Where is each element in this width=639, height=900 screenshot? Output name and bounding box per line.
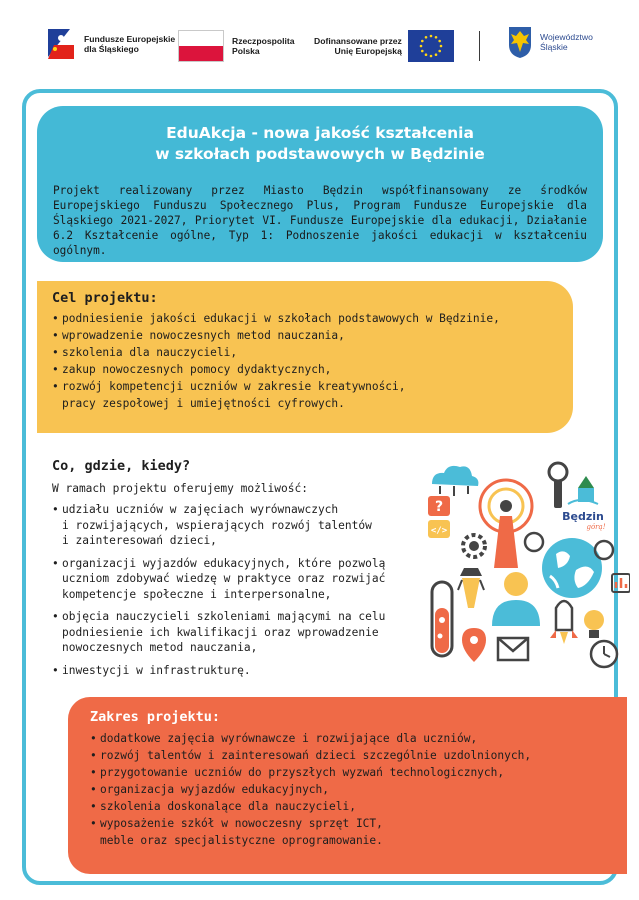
code-icon xyxy=(428,520,450,538)
what-intro: W ramach projektu oferujemy możliwość: xyxy=(52,482,308,495)
goals-title: Cel projektu: xyxy=(52,290,158,306)
list-item: • szkolenia doskonalące dla nauczycieli, xyxy=(90,798,610,815)
ws-logo-line2: Śląskie xyxy=(540,42,568,52)
light-bulb-icon xyxy=(584,610,604,638)
eu-flag-icon xyxy=(408,30,454,62)
svg-text:?: ? xyxy=(434,499,444,515)
wrench-icon xyxy=(549,463,567,508)
ws-logo-line1: Województwo xyxy=(540,32,593,42)
list-item: • rozwój talentów i zainteresowań dzieci szczególnie uzdolnionych, xyxy=(90,747,610,764)
scope-title: Zakres projektu: xyxy=(90,709,221,725)
orbit-icon xyxy=(595,541,613,559)
list-item: • organizacja wyjazdów edukacyjnych, xyxy=(90,781,610,798)
gear-icon xyxy=(463,535,485,557)
person-icon xyxy=(492,572,540,626)
envelope-icon xyxy=(498,638,528,660)
list-item: • dodatkowe zajęcia wyrównawcze i rozwijające dla uczniów, xyxy=(90,730,610,747)
globe-icon xyxy=(542,538,602,598)
clock-icon xyxy=(591,641,617,667)
fe-logo-line1: Fundusze Europejskie xyxy=(84,34,176,44)
rp-logo-line1: Rzeczpospolita xyxy=(232,36,295,46)
scope-panel xyxy=(68,697,627,874)
list-item: • zakup nowoczesnych pomocy dydaktycznych, xyxy=(52,361,562,378)
lamp-icon xyxy=(458,568,484,608)
logo-bar xyxy=(0,0,639,78)
silesian-eagle-icon xyxy=(507,25,533,59)
list-item: • wyposażenie szkół w nowoczesny sprzęt ICT, meble oraz specjalistyczne oprogramowanie. xyxy=(90,815,610,849)
rocket-icon xyxy=(550,601,578,644)
svg-text:</>: </> xyxy=(430,526,448,536)
polish-flag-icon xyxy=(178,30,224,62)
education-illustration xyxy=(418,458,630,672)
list-item: • objęcia nauczycieli szkoleniami mającymi na celu podniesienie ich kwalifikacji oraz wprowadzenie nowoczesnych metod nauczania, xyxy=(52,609,422,656)
scope-list xyxy=(90,730,610,849)
rzeczpospolita-logo xyxy=(178,30,295,62)
fe-emblem-icon xyxy=(44,27,78,61)
question-mark-icon xyxy=(428,496,450,516)
list-item: • przygotowanie uczniów do przyszłych wyzwań technologicznych, xyxy=(90,764,610,781)
title-line2: w szkołach podstawowych w Będzinie xyxy=(155,145,485,163)
map-pin-icon xyxy=(462,628,486,662)
test-tube-icon xyxy=(432,582,452,656)
bedzin-logo xyxy=(562,476,606,531)
wojewodztwo-slaskie-logo xyxy=(507,25,593,59)
goals-list xyxy=(52,310,562,412)
list-item: • organizacji wyjazdów edukacyjnych, które pozwolą uczniom zdobywać wiedzę w praktyce oraz rozwijać kompetencje społeczne i interpersonalne, xyxy=(52,556,422,603)
fundusze-europejskie-logo xyxy=(44,27,175,61)
what-list xyxy=(52,502,422,685)
list-item: • inwestycji w infrastrukturę. xyxy=(52,663,422,679)
what-title: Co, gdzie, kiedy? xyxy=(52,458,191,474)
project-description: Projekt realizowany przez Miasto Będzin współfinansowany ze środków Europejskiego Funduszu Społecznego Plus, Program Fundusze Europejskie dla Śląskiego 2021-2027, Priorytet VI. Fundusze Europejskie dla edukacji, Działanie 6.2 Kształcenie ogólne, Typ 1: Podnoszenie jakości edukacji w kształceniu ogólnym. xyxy=(53,184,587,257)
header-panel xyxy=(37,106,603,262)
unia-europejska-logo xyxy=(314,30,454,62)
goals-panel xyxy=(37,281,573,433)
bedzin-logo-slogan: górą! xyxy=(586,523,606,531)
list-item: • udziału uczniów w zajęciach wyrównawczych i rozwijających, wspierających rozwój talentów i zainteresowań dzieci, xyxy=(52,502,422,549)
list-item: • wprowadzenie nowoczesnych metod nauczania, xyxy=(52,327,562,344)
list-item: • podniesienie jakości edukacji w szkołach podstawowych w Będzinie, xyxy=(52,310,562,327)
ue-logo-line1: Dofinansowane przez xyxy=(314,36,402,46)
rp-logo-line2: Polska xyxy=(232,46,260,56)
ue-logo-line2: Unię Europejską xyxy=(334,46,402,56)
bedzin-logo-name: Będzin xyxy=(562,510,604,523)
list-item: • rozwój kompetencji uczniów w zakresie kreatywności, pracy zespołowej i umiejętności cyfrowych. xyxy=(52,378,562,412)
list-item: • szkolenia dla nauczycieli, xyxy=(52,344,562,361)
title-line1: EduAkcja - nowa jakość kształcenia xyxy=(166,124,474,142)
orbit-icon xyxy=(525,533,543,551)
cloud-icon xyxy=(432,466,478,496)
poster-title xyxy=(37,123,603,165)
logo-divider xyxy=(479,31,480,61)
chart-board-icon xyxy=(612,574,630,592)
antenna-tower-icon xyxy=(480,480,532,568)
fe-logo-line2: dla Śląskiego xyxy=(84,44,139,54)
